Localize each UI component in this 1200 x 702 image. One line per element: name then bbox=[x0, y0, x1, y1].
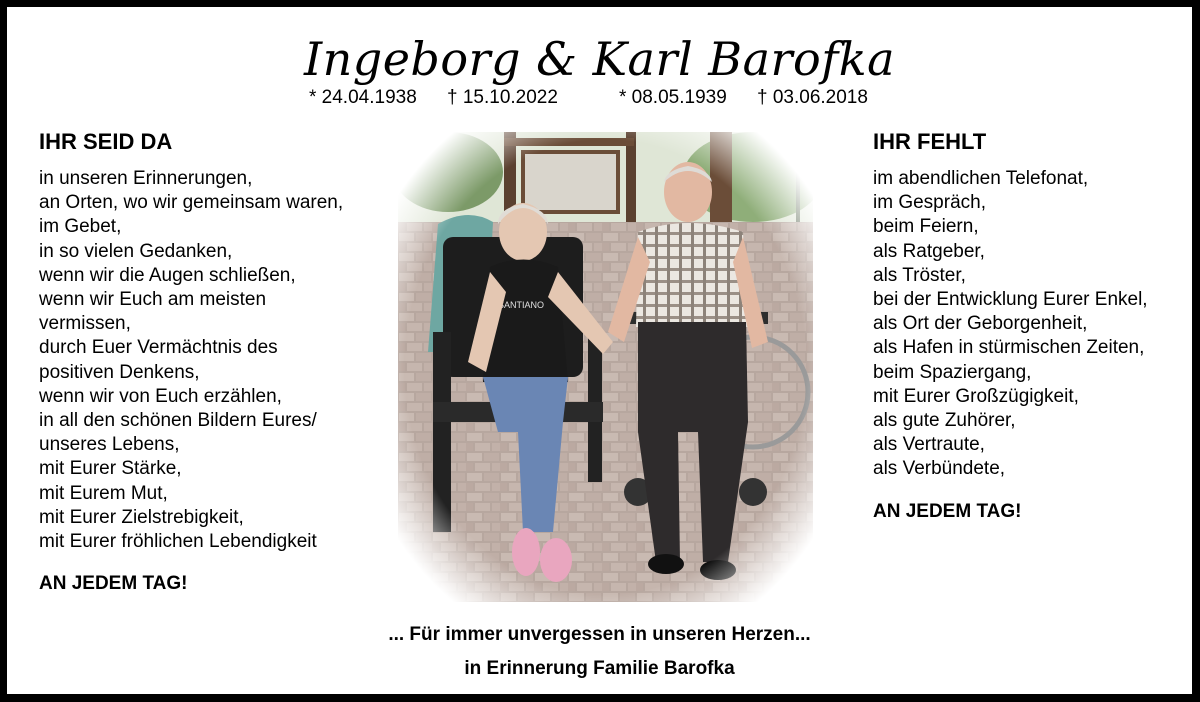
footer-remembrance: ... Für immer unvergessen in unseren Herzen... bbox=[388, 624, 811, 645]
death-date-ingeborg: † 15.10.2022 bbox=[447, 87, 558, 108]
verse-line: mit Eurer Zielstrebigkeit, bbox=[39, 506, 244, 528]
verse-line: wenn wir von Euch erzählen, bbox=[39, 385, 282, 407]
verse-line: mit Eurer Großzügigkeit, bbox=[873, 385, 1079, 407]
verse-line: wenn wir Euch am meisten bbox=[39, 289, 267, 311]
verse-line: im Gebet, bbox=[39, 216, 122, 238]
verse-line: als Ort der Geborgenheit, bbox=[873, 313, 1088, 335]
verse-line: in all den schönen Bildern Eures/ bbox=[39, 410, 317, 432]
right-verse bbox=[873, 167, 1148, 482]
verse-line: als Tröster, bbox=[873, 264, 966, 286]
verse-line: als gute Zuhörer, bbox=[873, 410, 1016, 432]
verse-line: bei der Entwicklung Eurer Enkel, bbox=[873, 289, 1148, 311]
verse-line: positiven Denkens, bbox=[39, 361, 200, 383]
verse-line: durch Euer Vermächtnis des bbox=[39, 337, 278, 359]
couple-photo bbox=[398, 132, 813, 602]
left-verse bbox=[39, 167, 343, 554]
verse-line: in so vielen Gedanken, bbox=[39, 240, 233, 262]
birth-date-ingeborg: * 24.04.1938 bbox=[309, 87, 417, 108]
verse-line: als Hafen in stürmischen Zeiten, bbox=[873, 337, 1145, 359]
left-closing: AN JEDEM TAG! bbox=[39, 573, 188, 594]
verse-line: in unseren Erinnerungen, bbox=[39, 168, 253, 189]
verse-line: beim Spaziergang, bbox=[873, 361, 1032, 383]
verse-line: als Vertraute, bbox=[873, 434, 985, 456]
verse-line: unseres Lebens, bbox=[39, 434, 180, 456]
verse-line: mit Eurer fröhlichen Lebendigkeit bbox=[39, 531, 317, 553]
verse-line: als Verbündete, bbox=[873, 458, 1006, 480]
verse-line: im abendlichen Telefonat, bbox=[873, 168, 1089, 189]
verse-line: beim Feiern, bbox=[873, 216, 979, 238]
right-closing: AN JEDEM TAG! bbox=[873, 501, 1022, 522]
verse-line: im Gespräch, bbox=[873, 192, 986, 214]
death-date-karl: † 03.06.2018 bbox=[757, 87, 868, 108]
verse-line: mit Eurem Mut, bbox=[39, 482, 168, 504]
verse-line: an Orten, wo wir gemeinsam waren, bbox=[39, 192, 344, 214]
verse-line: als Ratgeber, bbox=[873, 240, 985, 262]
verse-line: mit Eurer Stärke, bbox=[39, 458, 182, 480]
right-heading: IHR FEHLT bbox=[873, 129, 987, 154]
verse-line: wenn wir die Augen schließen, bbox=[39, 264, 296, 286]
verse-line: vermissen, bbox=[39, 313, 131, 335]
birth-date-karl: * 08.05.1939 bbox=[619, 87, 727, 108]
names-title: Ingeborg & Karl Barofka bbox=[303, 32, 896, 86]
left-heading: IHR SEID DA bbox=[39, 129, 173, 154]
footer-signature: in Erinnerung Familie Barofka bbox=[464, 658, 735, 679]
